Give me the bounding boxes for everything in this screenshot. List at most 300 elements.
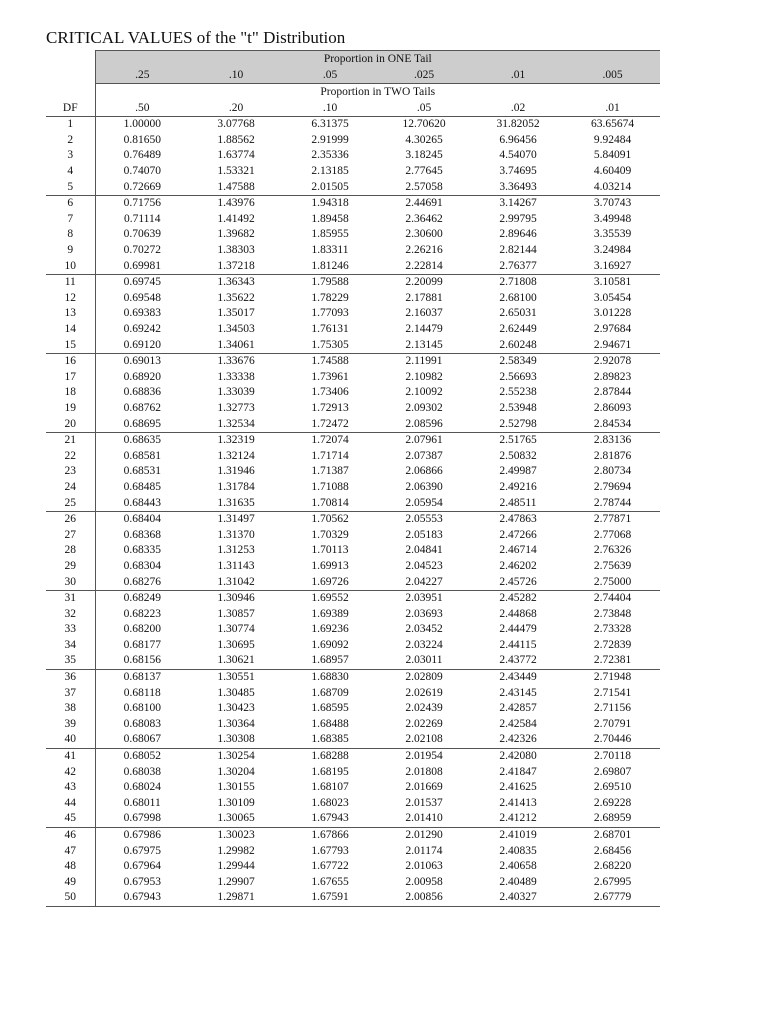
table-row (46, 543, 660, 559)
table-row (46, 179, 660, 195)
critical-value-cell: 0.67998 (95, 811, 189, 827)
critical-value-cell: 2.76377 (471, 258, 565, 274)
one-tail-label: Proportion in ONE Tail (95, 51, 660, 68)
critical-value-cell: 2.70118 (594, 750, 631, 763)
df-cell: 11 (46, 274, 95, 290)
critical-value-cell: 2.07961 (405, 434, 443, 447)
critical-value-cell: 1.77093 (311, 307, 349, 320)
critical-value-cell: 2.14479 (405, 323, 443, 336)
critical-value-cell: 2.30600 (405, 228, 443, 241)
critical-value-cell: 0.68024 (123, 781, 161, 794)
critical-value-cell: 1.33039 (217, 386, 255, 399)
table-row (46, 227, 660, 243)
critical-value-cell: 1.30774 (217, 623, 255, 636)
df-cell: 16 (46, 353, 95, 369)
critical-value-cell: 2.51765 (499, 434, 537, 447)
table-row (46, 306, 660, 322)
critical-value-cell: 2.47266 (499, 528, 537, 541)
critical-value-cell: 2.43145 (499, 686, 537, 699)
one-tail-values-row (46, 67, 660, 84)
critical-value-cell: 2.69807 (593, 765, 632, 778)
t-distribution-table (46, 50, 660, 907)
two-tails-value: .20 (189, 100, 283, 117)
critical-value-cell: 1.76131 (311, 323, 349, 336)
critical-value-cell: 2.71541 (593, 686, 632, 699)
critical-value-cell: 1.68195 (311, 765, 349, 778)
df-cell: 35 (46, 653, 95, 669)
critical-value-cell: 0.68368 (123, 528, 161, 541)
df-cell: 18 (46, 385, 95, 401)
table-row (46, 748, 660, 764)
critical-value-cell: 2.17881 (405, 291, 443, 304)
critical-value-cell: 1.32319 (217, 434, 255, 447)
critical-value-cell: 2.80734 (593, 465, 632, 478)
critical-value-cell: 2.43772 (471, 653, 565, 669)
critical-value-cell: 2.02269 (405, 717, 443, 730)
critical-value-cell: 2.69510 (593, 781, 632, 794)
df-cell: 48 (46, 859, 95, 875)
table-row (46, 164, 660, 180)
df-cell: 40 (46, 732, 95, 748)
df-cell: 12 (46, 291, 95, 307)
critical-value-cell: 2.56693 (499, 370, 537, 383)
critical-value-cell: 1.30551 (217, 671, 255, 684)
critical-value-cell: 2.83136 (593, 434, 632, 447)
df-cell: 3 (46, 148, 95, 164)
critical-value-cell: 0.68100 (123, 702, 161, 715)
critical-value-cell: 1.67943 (283, 811, 377, 827)
critical-value-cell: 1.30695 (217, 638, 255, 651)
two-tails-value: .01 (565, 100, 660, 117)
table-row (46, 843, 660, 859)
critical-value-cell: 1.34503 (217, 323, 255, 336)
critical-value-cell: 0.67953 (123, 875, 161, 888)
table-row (46, 195, 660, 211)
critical-value-cell: 1.67793 (311, 844, 349, 857)
critical-value-cell: 2.00958 (405, 875, 443, 888)
table-row (46, 322, 660, 338)
table-row (46, 638, 660, 654)
critical-value-cell: 1.31143 (217, 559, 255, 572)
df-cell: 20 (46, 416, 95, 432)
df-cell: 21 (46, 432, 95, 448)
df-cell: 17 (46, 370, 95, 386)
critical-value-cell: 0.81650 (123, 133, 161, 146)
critical-value-cell: 1.71387 (311, 465, 349, 478)
critical-value-cell: 2.97684 (593, 323, 632, 336)
critical-value-cell: 1.30857 (217, 607, 255, 620)
critical-value-cell: 2.70446 (565, 732, 660, 748)
critical-value-cell: 2.08596 (377, 416, 471, 432)
critical-value-cell: 2.20099 (405, 276, 443, 289)
critical-value-cell: 3.18245 (405, 149, 443, 162)
critical-value-cell: 0.68011 (123, 796, 161, 809)
critical-value-cell: 1.32773 (217, 401, 255, 414)
critical-value-cell: 1.85955 (311, 228, 349, 241)
table-row (46, 480, 660, 496)
critical-value-cell: 2.75000 (565, 574, 660, 590)
critical-value-cell: 2.72381 (565, 653, 660, 669)
two-tails-value: .05 (377, 100, 471, 117)
critical-value-cell: 1.73406 (311, 386, 349, 399)
critical-value-cell: 0.68223 (123, 607, 161, 620)
critical-value-cell: 4.54070 (499, 149, 537, 162)
critical-value-cell: 2.41847 (499, 765, 537, 778)
df-cell: 9 (46, 243, 95, 259)
table-row (46, 559, 660, 575)
critical-value-cell: 1.68385 (283, 732, 377, 748)
critical-value-cell: 12.70620 (402, 118, 446, 131)
critical-value-cell: 6.96456 (499, 133, 537, 146)
critical-value-cell: 0.68083 (123, 717, 161, 730)
critical-value-cell: 0.70639 (123, 228, 161, 241)
critical-value-cell: 2.03011 (377, 653, 471, 669)
critical-value-cell: 1.30204 (217, 765, 255, 778)
critical-value-cell: 3.16927 (565, 258, 660, 274)
critical-value-cell: 2.49987 (499, 465, 537, 478)
critical-value-cell: 2.02439 (405, 702, 443, 715)
critical-value-cell: 0.68762 (123, 401, 161, 414)
critical-value-cell: 2.10092 (405, 386, 443, 399)
critical-value-cell: 1.29944 (217, 860, 255, 873)
critical-value-cell: 2.79694 (593, 480, 632, 493)
df-cell: 44 (46, 796, 95, 812)
critical-value-cell: 2.94671 (565, 337, 660, 353)
df-cell: 33 (46, 622, 95, 638)
critical-value-cell: 2.13185 (311, 165, 349, 178)
table-row (46, 669, 660, 685)
critical-value-cell: 2.89646 (499, 228, 537, 241)
critical-value-cell: 2.67995 (593, 875, 632, 888)
critical-value-cell: 2.02108 (377, 732, 471, 748)
df-cell: 39 (46, 717, 95, 733)
critical-value-cell: 1.30621 (189, 653, 283, 669)
critical-value-cell: 2.41212 (471, 811, 565, 827)
critical-value-cell: 2.62449 (499, 323, 537, 336)
critical-value-cell: 0.68695 (95, 416, 189, 432)
critical-value-cell: 0.68404 (123, 513, 161, 526)
critical-value-cell: 2.99795 (499, 212, 537, 225)
critical-value-cell: 1.70113 (311, 544, 349, 557)
table-row (46, 527, 660, 543)
critical-value-cell: 2.01669 (405, 781, 443, 794)
critical-value-cell: 1.69726 (283, 574, 377, 590)
table-row (46, 890, 660, 906)
table-row (46, 495, 660, 511)
critical-value-cell: 1.69389 (311, 607, 349, 620)
table-row (46, 653, 660, 669)
critical-value-cell: 0.68581 (123, 449, 161, 462)
critical-value-cell: 3.49948 (593, 212, 632, 225)
critical-value-cell: 2.16037 (405, 307, 443, 320)
critical-value-cell: 2.05553 (405, 513, 443, 526)
critical-value-cell: 1.30023 (217, 829, 255, 842)
critical-value-cell: 2.42584 (499, 717, 537, 730)
critical-value-cell: 1.70562 (311, 513, 349, 526)
critical-value-cell: 2.71156 (594, 702, 631, 715)
critical-value-cell: 2.07387 (405, 449, 443, 462)
critical-value-cell: 3.05454 (593, 291, 632, 304)
critical-value-cell: 2.42080 (499, 750, 537, 763)
critical-value-cell: 2.76326 (593, 544, 632, 557)
critical-value-cell: 1.67722 (311, 860, 349, 873)
critical-value-cell: 2.77871 (593, 513, 632, 526)
critical-value-cell: 2.57058 (377, 179, 471, 195)
critical-value-cell: 1.29871 (189, 890, 283, 906)
critical-value-cell: 2.13145 (377, 337, 471, 353)
critical-value-cell: 0.68443 (95, 495, 189, 511)
critical-value-cell: 2.01808 (405, 765, 443, 778)
critical-value-cell: 2.06866 (405, 465, 443, 478)
critical-value-cell: 2.87844 (593, 386, 632, 399)
critical-value-cell: 1.30364 (217, 717, 255, 730)
critical-value-cell: 2.01290 (405, 829, 443, 842)
critical-value-cell: 1.39682 (217, 228, 255, 241)
critical-value-cell: 31.82052 (496, 118, 540, 131)
critical-value-cell: 1.71088 (311, 480, 349, 493)
table-row (46, 133, 660, 149)
one-tail-value: .025 (377, 67, 471, 84)
table-row (46, 258, 660, 274)
critical-value-cell: 0.68276 (95, 574, 189, 590)
df-cell: 8 (46, 227, 95, 243)
critical-value-cell: 1.70814 (283, 495, 377, 511)
df-cell: 4 (46, 164, 95, 180)
table-row (46, 243, 660, 259)
table-header (46, 51, 660, 117)
critical-value-cell: 1.32124 (217, 449, 255, 462)
critical-value-cell: 2.52798 (471, 416, 565, 432)
critical-value-cell: 1.68957 (283, 653, 377, 669)
critical-value-cell: 0.69242 (123, 323, 161, 336)
critical-value-cell: 1.63774 (217, 149, 255, 162)
critical-value-cell: 2.72839 (593, 638, 632, 651)
critical-value-cell: 2.68701 (593, 829, 632, 842)
critical-value-cell: 3.74695 (499, 165, 537, 178)
critical-value-cell: 2.02619 (405, 686, 443, 699)
critical-value-cell: 0.71114 (123, 212, 161, 225)
critical-value-cell: 1.31946 (217, 465, 255, 478)
df-cell: 7 (46, 212, 95, 228)
df-cell: 50 (46, 890, 95, 906)
critical-value-cell: 2.42857 (499, 702, 537, 715)
critical-value-cell: 2.44868 (499, 607, 537, 620)
critical-value-cell: 0.69745 (123, 276, 161, 289)
df-cell: 22 (46, 448, 95, 464)
critical-value-cell: 2.45282 (499, 592, 537, 605)
header-blank-cell (46, 67, 95, 84)
critical-value-cell: 1.43976 (217, 197, 255, 210)
critical-value-cell: 2.91999 (311, 133, 349, 146)
df-cell: 28 (46, 543, 95, 559)
critical-value-cell: 1.83311 (311, 244, 349, 257)
critical-value-cell: 3.70743 (593, 197, 632, 210)
df-cell: 34 (46, 638, 95, 654)
critical-value-cell: 2.40489 (499, 875, 537, 888)
critical-value-cell: 2.35336 (311, 149, 349, 162)
critical-value-cell: 1.31635 (189, 495, 283, 511)
df-cell: 19 (46, 401, 95, 417)
critical-value-cell: 0.68137 (123, 671, 161, 684)
critical-value-cell: 1.35622 (217, 291, 255, 304)
one-tail-value: .05 (283, 67, 377, 84)
page-title: CRITICAL VALUES of the "t" Distribution (46, 28, 346, 47)
critical-value-cell: 2.53948 (499, 401, 537, 414)
table-row (46, 353, 660, 369)
critical-value-cell: 2.82144 (499, 244, 537, 257)
critical-value-cell: 2.36462 (405, 212, 443, 225)
critical-value-cell: 1.68595 (311, 702, 349, 715)
critical-value-cell: 3.35539 (593, 228, 632, 241)
critical-value-cell: 2.01174 (405, 844, 443, 857)
critical-value-cell: 2.05183 (405, 528, 443, 541)
critical-value-cell: 1.68288 (311, 750, 349, 763)
df-cell: 45 (46, 811, 95, 827)
critical-value-cell: 4.60409 (593, 165, 632, 178)
critical-value-cell: 1.35017 (217, 307, 255, 320)
critical-value-cell: 2.26216 (405, 244, 443, 257)
critical-value-cell: 0.68038 (123, 765, 161, 778)
critical-value-cell: 0.68052 (123, 750, 161, 763)
critical-value-cell: 0.68118 (123, 686, 161, 699)
critical-value-cell: 2.04227 (377, 574, 471, 590)
critical-value-cell: 1.33338 (217, 370, 255, 383)
critical-value-cell: 0.68920 (123, 370, 161, 383)
critical-value-cell: 1.31784 (217, 480, 255, 493)
critical-value-cell: 2.04841 (405, 544, 443, 557)
table-row (46, 796, 660, 812)
critical-value-cell: 0.69013 (123, 355, 161, 368)
critical-value-cell: 2.42326 (471, 732, 565, 748)
critical-value-cell: 2.44691 (405, 197, 443, 210)
df-cell: 32 (46, 606, 95, 622)
table-row (46, 117, 660, 133)
critical-value-cell: 3.01228 (593, 307, 632, 320)
df-cell: 27 (46, 527, 95, 543)
critical-value-cell: 0.76489 (123, 149, 161, 162)
critical-value-cell: 1.88562 (217, 133, 255, 146)
critical-value-cell: 0.69981 (95, 258, 189, 274)
critical-value-cell: 3.14267 (499, 197, 537, 210)
critical-value-cell: 1.67866 (311, 829, 349, 842)
critical-value-cell: 2.01505 (283, 179, 377, 195)
critical-value-cell: 2.40835 (499, 844, 537, 857)
critical-value-cell: 0.74070 (123, 165, 161, 178)
critical-value-cell: 1.73961 (311, 370, 349, 383)
table-row (46, 370, 660, 386)
critical-value-cell: 2.49216 (499, 480, 537, 493)
critical-value-cell: 0.68635 (123, 434, 161, 447)
critical-value-cell: 1.30254 (217, 750, 255, 763)
critical-value-cell: 1.31253 (217, 544, 255, 557)
critical-value-cell: 0.68531 (123, 465, 161, 478)
df-cell: 29 (46, 559, 95, 575)
df-cell: 13 (46, 306, 95, 322)
critical-value-cell: 1.69913 (311, 559, 349, 572)
critical-value-cell: 2.70791 (593, 717, 632, 730)
critical-value-cell: 2.10982 (405, 370, 443, 383)
critical-value-cell: 0.68177 (123, 638, 161, 651)
critical-value-cell: 1.47588 (189, 179, 283, 195)
critical-value-cell: 2.01954 (405, 750, 443, 763)
df-cell: 26 (46, 511, 95, 527)
critical-value-cell: 1.30308 (189, 732, 283, 748)
critical-value-cell: 2.77645 (405, 165, 443, 178)
critical-value-cell: 1.36343 (217, 276, 255, 289)
df-cell: 5 (46, 179, 95, 195)
critical-value-cell: 2.73328 (593, 623, 632, 636)
critical-value-cell: 1.78229 (311, 291, 349, 304)
critical-value-cell: 9.92484 (593, 133, 632, 146)
one-tail-value: .25 (95, 67, 189, 84)
critical-value-cell: 1.68488 (311, 717, 349, 730)
critical-value-cell: 1.67655 (311, 875, 349, 888)
critical-value-cell: 1.68709 (311, 686, 349, 699)
table-row (46, 148, 660, 164)
critical-value-cell: 2.40327 (471, 890, 565, 906)
table-row (46, 401, 660, 417)
critical-value-cell: 1.30946 (217, 592, 255, 605)
critical-value-cell: 2.00856 (377, 890, 471, 906)
critical-value-cell: 0.69120 (95, 337, 189, 353)
df-cell: 41 (46, 748, 95, 764)
critical-value-cell: 1.75305 (283, 337, 377, 353)
critical-value-cell: 1.72472 (283, 416, 377, 432)
critical-value-cell: 1.79588 (311, 276, 349, 289)
critical-value-cell: 1.30485 (217, 686, 255, 699)
critical-value-cell: 2.69228 (593, 796, 632, 809)
critical-value-cell: 0.68304 (123, 559, 161, 572)
df-cell: 43 (46, 780, 95, 796)
critical-value-cell: 4.03214 (565, 179, 660, 195)
critical-value-cell: 0.68335 (123, 544, 161, 557)
critical-value-cell: 2.92078 (593, 355, 632, 368)
df-cell: 23 (46, 464, 95, 480)
critical-value-cell: 1.69092 (311, 638, 349, 651)
critical-value-cell: 2.60248 (471, 337, 565, 353)
critical-value-cell: 2.65031 (499, 307, 537, 320)
critical-value-cell: 2.11991 (405, 355, 443, 368)
critical-value-cell: 1.37218 (189, 258, 283, 274)
critical-value-cell: 1.33676 (217, 355, 255, 368)
df-cell: 36 (46, 669, 95, 685)
df-cell: 10 (46, 258, 95, 274)
critical-value-cell: 0.68067 (95, 732, 189, 748)
critical-value-cell: 63.65674 (590, 118, 635, 131)
critical-value-cell: 0.68836 (123, 386, 161, 399)
critical-value-cell: 0.69548 (123, 291, 161, 304)
critical-value-cell: 1.29982 (217, 844, 255, 857)
df-cell: 31 (46, 590, 95, 606)
df-cell: 14 (46, 322, 95, 338)
critical-value-cell: 1.53321 (217, 165, 255, 178)
two-tails-value: .02 (471, 100, 565, 117)
table-row (46, 291, 660, 307)
critical-value-cell: 2.44479 (499, 623, 537, 636)
critical-value-cell: 2.77068 (593, 528, 632, 541)
table-row (46, 827, 660, 843)
critical-value-cell: 1.30065 (189, 811, 283, 827)
critical-value-cell: 1.81246 (283, 258, 377, 274)
table-row (46, 574, 660, 590)
critical-value-cell: 5.84091 (593, 149, 632, 162)
critical-value-cell: 2.41413 (499, 796, 537, 809)
critical-value-cell: 6.31375 (311, 118, 349, 131)
header-blank-cell (46, 51, 95, 68)
critical-value-cell: 2.68100 (499, 291, 537, 304)
critical-value-cell: 2.81876 (593, 449, 632, 462)
critical-value-cell: 1.68023 (311, 796, 349, 809)
